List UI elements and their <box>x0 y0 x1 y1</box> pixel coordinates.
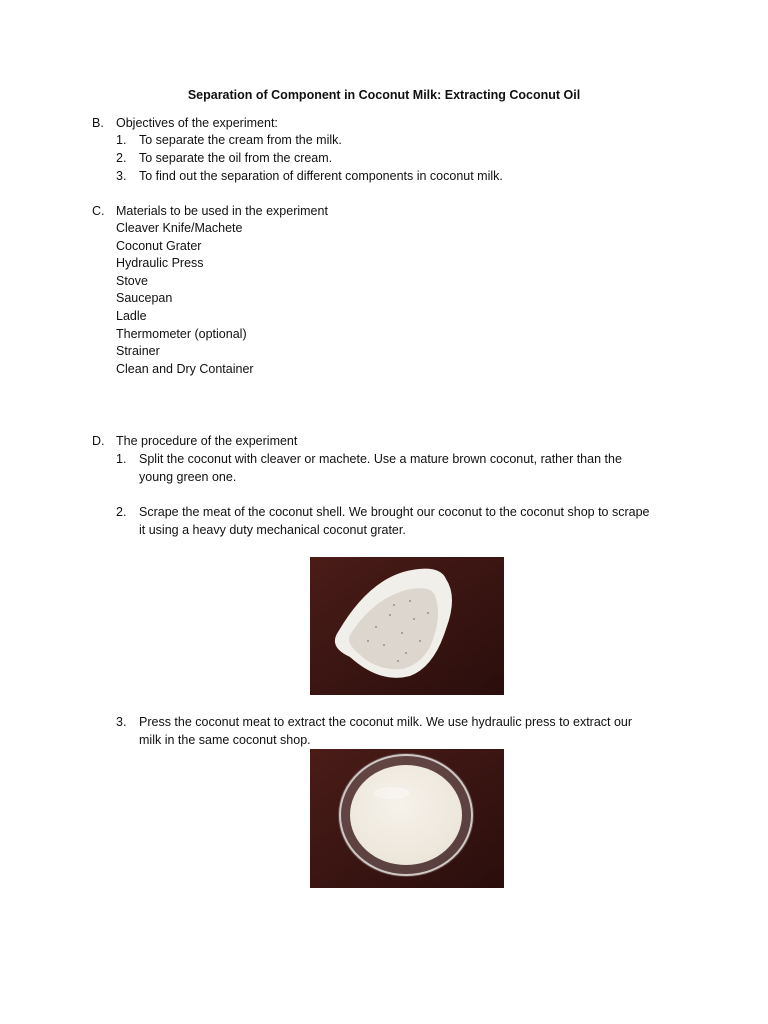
list-number: 3. <box>116 169 127 183</box>
material-item: Coconut Grater <box>116 239 202 253</box>
material-item: Saucepan <box>116 291 173 305</box>
section-heading: Objectives of the experiment: <box>116 116 278 130</box>
procedure-step-line: Scrape the meat of the coconut shell. We brought our coconut to the coconut shop to scrape <box>139 505 650 519</box>
list-number: 1. <box>116 452 127 466</box>
material-item: Stove <box>116 274 148 288</box>
list-number: 1. <box>116 133 127 147</box>
objective-item: To separate the cream from the milk. <box>139 133 342 147</box>
material-item: Cleaver Knife/Machete <box>116 221 243 235</box>
list-number: 2. <box>116 505 127 519</box>
section-heading: The procedure of the experiment <box>116 434 298 448</box>
objective-item: To separate the oil from the cream. <box>139 151 333 165</box>
material-item: Hydraulic Press <box>116 256 204 270</box>
procedure-step-line: Press the coconut meat to extract the coconut milk. We use hydraulic press to extract our <box>139 715 633 729</box>
material-item: Thermometer (optional) <box>116 327 247 341</box>
material-item: Strainer <box>116 344 160 358</box>
procedure-step-line: milk in the same coconut shop. <box>139 733 311 747</box>
procedure-step-line: young green one. <box>139 470 237 484</box>
list-number: 2. <box>116 151 127 165</box>
milk-surface <box>350 765 462 865</box>
document-title: Separation of Component in Coconut Milk: Extracting Coconut Oil <box>187 88 581 102</box>
objective-item: To find out the separation of different components in coconut milk. <box>139 169 503 183</box>
coconut-milk-photo <box>310 749 504 888</box>
grated-coconut-photo <box>310 557 504 695</box>
procedure-step-line: it using a heavy duty mechanical coconut grater. <box>139 523 406 537</box>
procedure-step-line: Split the coconut with cleaver or machete. Use a mature brown coconut, rather than the <box>139 452 622 466</box>
section-letter: C. <box>92 204 105 218</box>
list-number: 3. <box>116 715 127 729</box>
section-letter: B. <box>92 116 104 130</box>
section-heading: Materials to be used in the experiment <box>116 204 328 218</box>
section-letter: D. <box>92 434 105 448</box>
material-item: Clean and Dry Container <box>116 362 254 376</box>
material-item: Ladle <box>116 309 147 323</box>
